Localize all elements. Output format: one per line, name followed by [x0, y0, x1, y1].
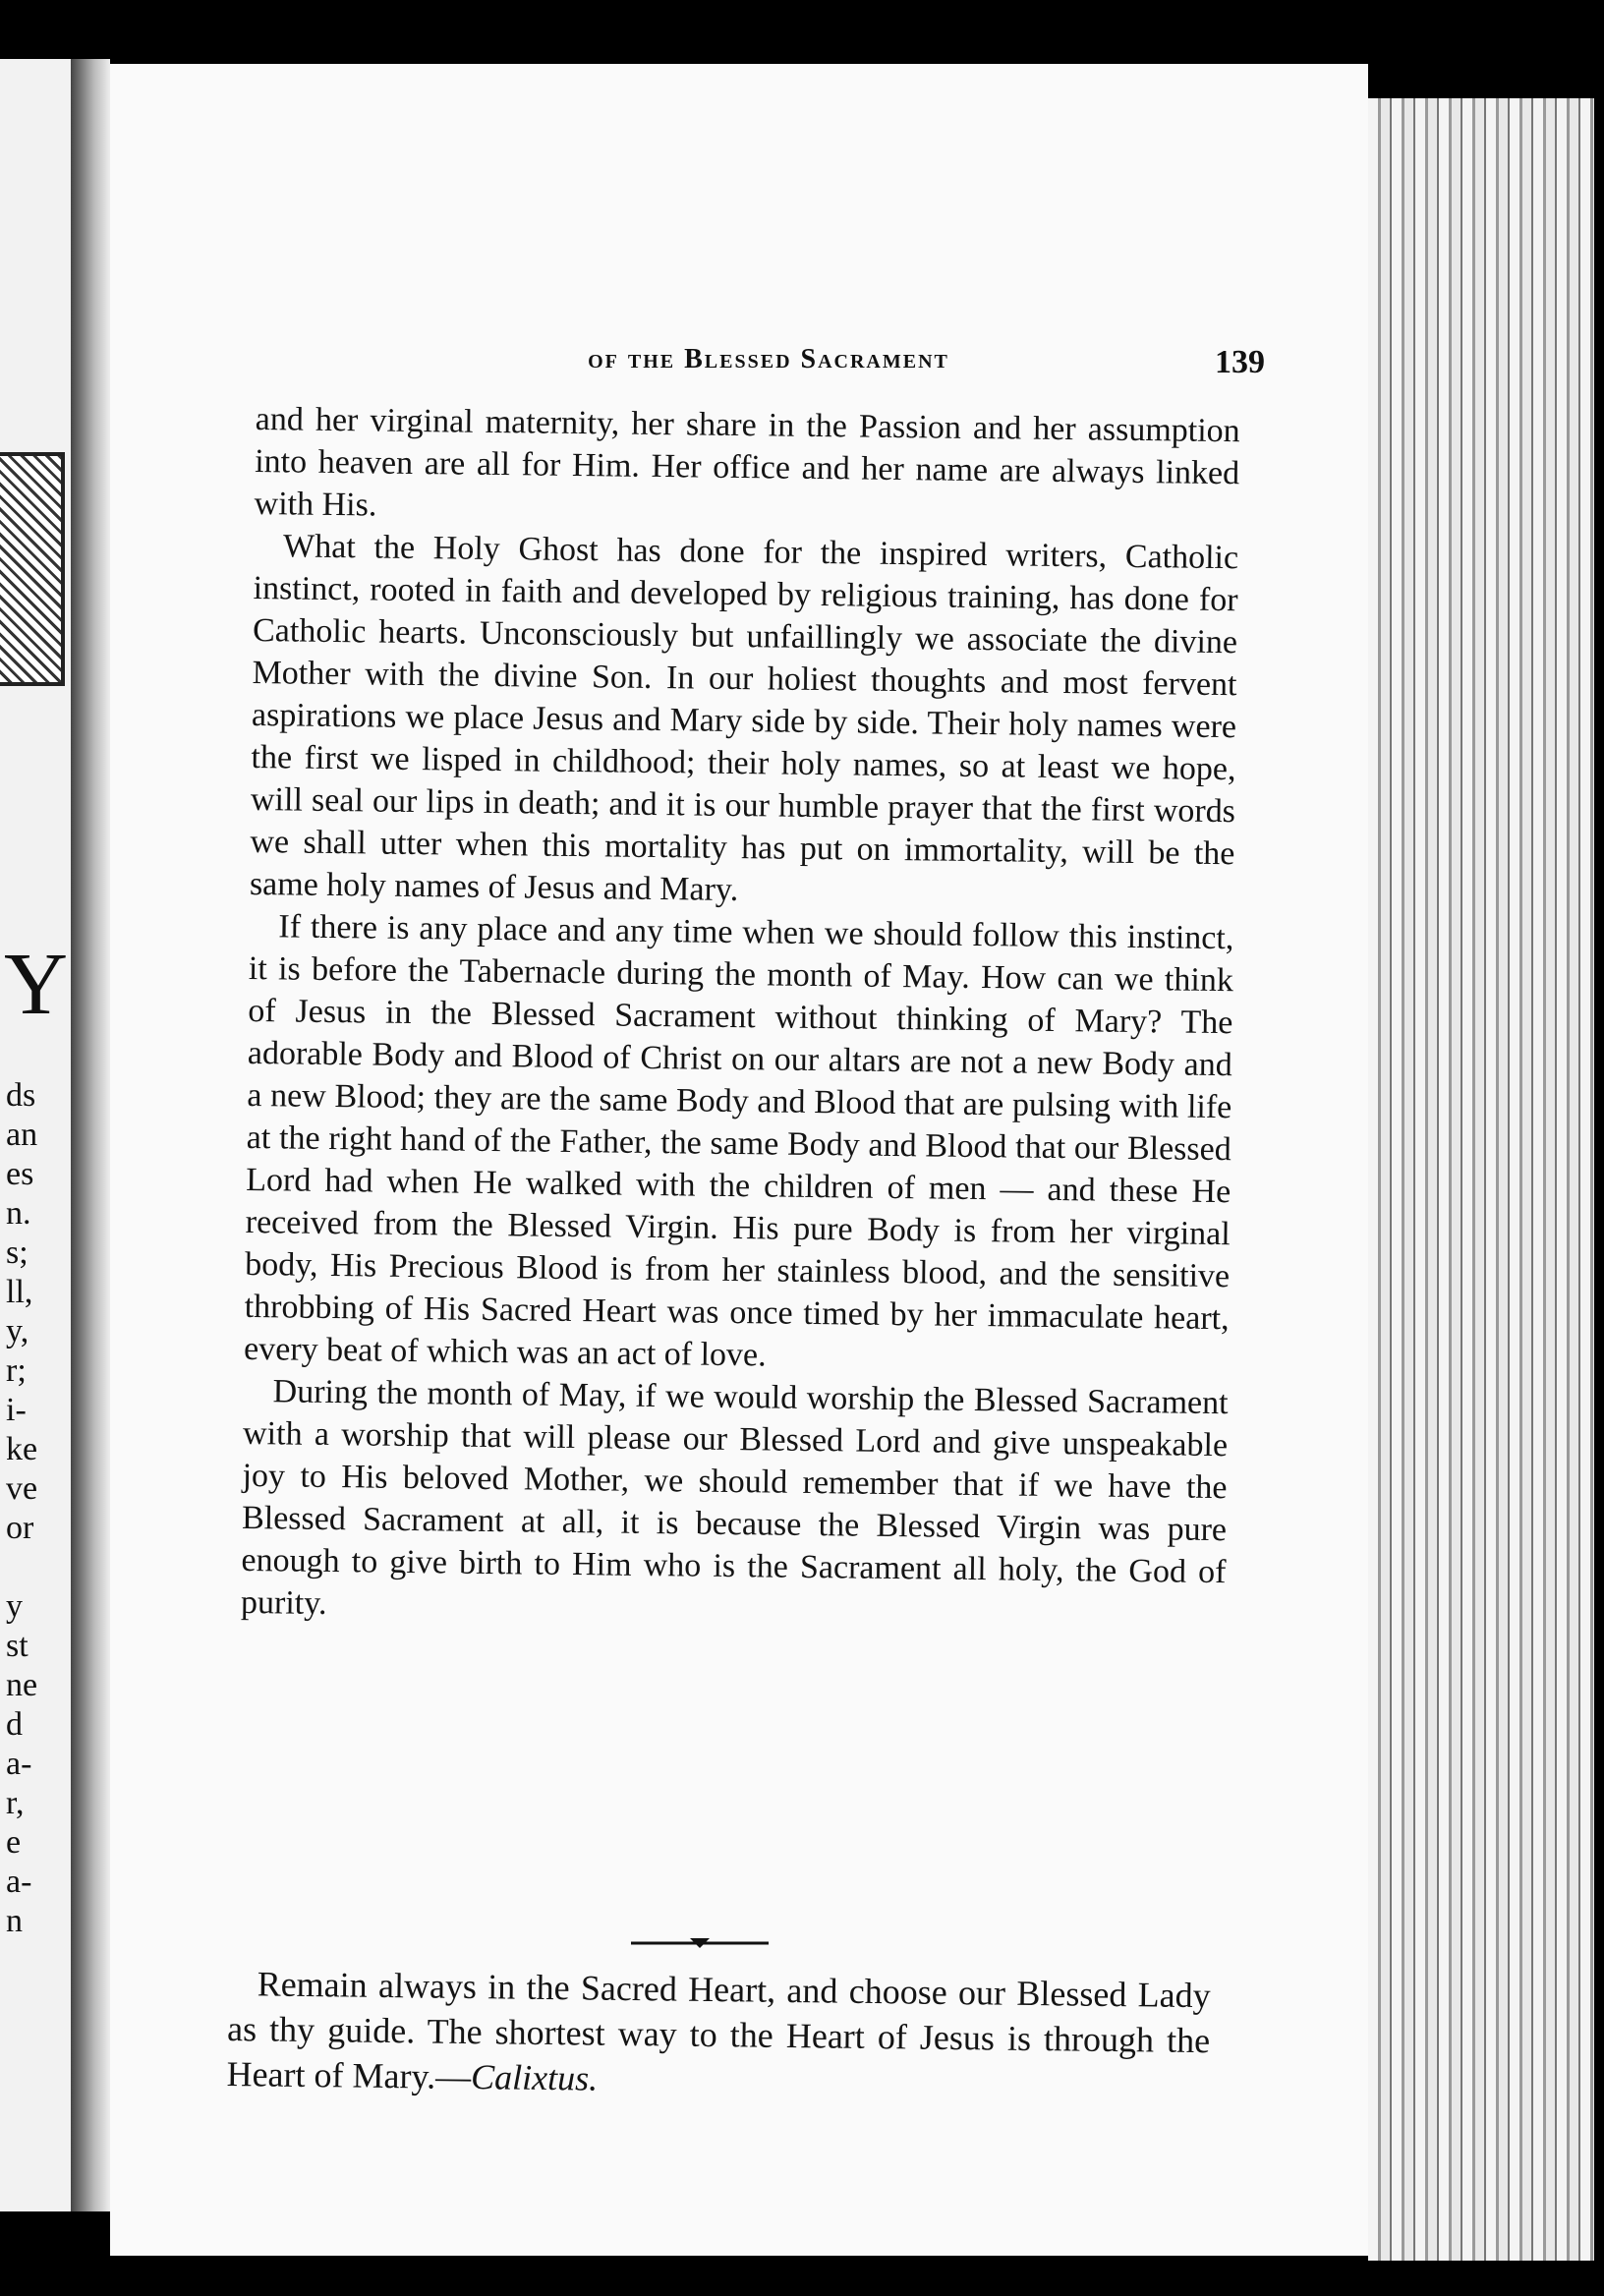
- fragment: r;: [6, 1352, 27, 1389]
- fragment: or: [6, 1510, 34, 1546]
- fragment: a-: [6, 1746, 32, 1782]
- fragment: st: [6, 1628, 29, 1664]
- paragraph: What the Holy Ghost has done for the inspired writers, Catholic instinct, rooted in faith and developed by religious training, has done for Catholic hearts. Unconsciously but unfaillingly we associate the divine Mother with the divine Son. In our holiest thoughts and most fervent aspirations we place Jesus and Mary side by side. Their holy names were the first we lisped in childhood; their holy names, so at least we hope, will seal our lips in death; and it is our humble prayer that the first words we shall utter when this mortality has put on immortality, will be the same holy names of Jesus and Mary.: [249, 528, 1239, 909]
- fragment: ne: [6, 1667, 38, 1703]
- fragment: y,: [6, 1313, 29, 1349]
- fragment: a-: [6, 1864, 32, 1900]
- section-divider-ornament: [631, 1936, 769, 1950]
- page-number: 139: [1215, 344, 1265, 380]
- facing-page-letter: Y: [4, 936, 68, 1033]
- fragment: ve: [6, 1470, 38, 1507]
- book-gutter: [71, 59, 110, 2211]
- fragment: i-: [6, 1392, 27, 1428]
- fragment: s;: [6, 1234, 29, 1271]
- fragment: [6, 1548, 65, 1587]
- quote-attribution: Calixtus.: [470, 2057, 599, 2098]
- body-text: [241, 398, 1240, 1636]
- fragment: e: [6, 1824, 22, 1861]
- facing-page-ornament: [0, 452, 65, 686]
- paragraph: and her virginal maternity, her share in the Passion and her assumption into heaven are all for Him. Her office and her name are always linked with His.: [254, 400, 1240, 524]
- fragment: an: [6, 1117, 38, 1153]
- fragment: ke: [6, 1431, 38, 1467]
- fragment: es: [6, 1156, 34, 1192]
- book-page: [110, 64, 1368, 2256]
- fragment: ll,: [6, 1274, 33, 1310]
- running-head: of the Blessed Sacrament: [588, 344, 949, 374]
- paragraph: During the month of May, if we would worship the Blessed Sacrament with a worship that will please our Blessed Lord and give unspeakable joy to His beloved Mother, we should remember that if we have the Blessed Sacrament at all, it is because the Blessed Virgin was pure enough to give birth to Him who is the Sacrament all holy, the God of purity.: [240, 1373, 1229, 1622]
- fragment: r,: [6, 1785, 25, 1821]
- facing-page: [0, 59, 71, 2211]
- fragment: n: [6, 1903, 23, 1939]
- facing-page-text-fragments: [6, 1076, 65, 1941]
- page-edges: [1368, 98, 1594, 2261]
- fragment: y: [6, 1588, 23, 1625]
- fragment: ds: [6, 1077, 36, 1114]
- quote-text: Remain always in the Sacred Heart, and choose our Blessed Lady as thy guide. The shortest way to the Heart of Jesus is through the Heart of Mary.—: [226, 1964, 1211, 2097]
- closing-quote: [226, 1961, 1211, 2108]
- fragment: n.: [6, 1195, 31, 1232]
- paragraph: If there is any place and any time when we should follow this instinct, it is before the Tabernacle during the month of May. How can we think of Jesus in the Blessed Sacrament without thinking of Mary? The adorable Body and Blood of Christ on our altars are not a new Body and a new Blood; they are the same Body and Blood that are pulsing with life at the right hand of the Father, the same Body and Blood that our Blessed Lord had when He walked with the children of men — and these He received from the Blessed Virgin. His pure Body is from her virginal body, His Precious Blood is from her stainless blood, and the sensitive throbbing of His Sacred Heart was once timed by her immaculate heart, every beat of which was an act of love.: [243, 908, 1234, 1374]
- fragment: d: [6, 1706, 23, 1743]
